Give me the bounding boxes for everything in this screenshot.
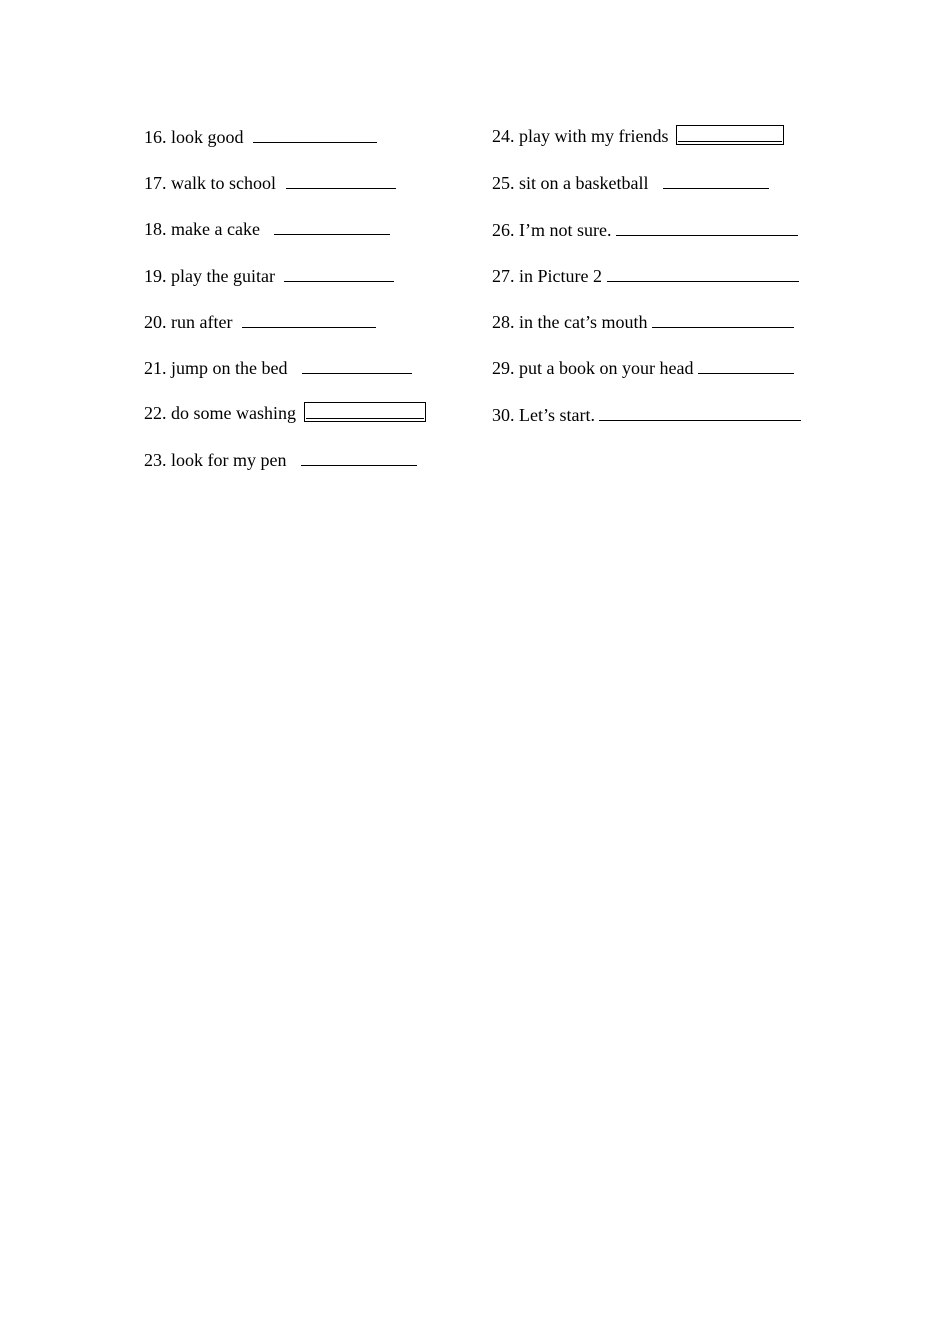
item-text: 18. make a cake bbox=[144, 219, 260, 240]
item-text: 19. play the guitar bbox=[144, 265, 275, 286]
answer-blank[interactable] bbox=[242, 307, 376, 328]
item-text: 26. I’m not sure. bbox=[492, 219, 612, 240]
answer-blank[interactable] bbox=[652, 307, 794, 328]
answer-blank[interactable] bbox=[599, 400, 801, 421]
list-item bbox=[492, 400, 822, 446]
list-item bbox=[144, 214, 464, 260]
list-item bbox=[144, 307, 464, 353]
answer-blank[interactable] bbox=[607, 261, 799, 282]
list-item bbox=[492, 122, 822, 168]
list-item bbox=[144, 122, 464, 168]
list-item bbox=[144, 353, 464, 399]
left-column bbox=[144, 122, 464, 492]
item-text: 25. sit on a basketball bbox=[492, 173, 649, 194]
answer-blank[interactable] bbox=[663, 168, 769, 189]
item-text: 29. put a book on your head bbox=[492, 358, 694, 379]
item-text: 24. play with my friends bbox=[492, 126, 669, 146]
list-item bbox=[144, 399, 464, 445]
item-text: 16. look good bbox=[144, 127, 244, 147]
item-text: 21. jump on the bed bbox=[144, 357, 288, 378]
answer-box[interactable] bbox=[676, 125, 784, 145]
list-item bbox=[492, 261, 822, 307]
answer-blank[interactable] bbox=[301, 445, 417, 466]
right-column bbox=[492, 122, 822, 446]
answer-blank[interactable] bbox=[286, 168, 396, 189]
answer-blank[interactable] bbox=[253, 122, 377, 143]
answer-blank[interactable] bbox=[274, 214, 390, 235]
item-text: 20. run after bbox=[144, 311, 233, 332]
list-item bbox=[492, 353, 822, 399]
answer-blank[interactable] bbox=[616, 215, 798, 236]
item-text: 22. do some washing bbox=[144, 403, 296, 424]
list-item bbox=[144, 445, 464, 491]
answer-blank[interactable] bbox=[698, 353, 794, 374]
list-item bbox=[144, 168, 464, 214]
item-text: 23. look for my pen bbox=[144, 450, 287, 471]
answer-blank[interactable] bbox=[302, 353, 412, 374]
list-item bbox=[492, 215, 822, 261]
item-text: 27. in Picture 2 bbox=[492, 265, 602, 286]
item-text: 28. in the cat’s mouth bbox=[492, 312, 648, 333]
item-text: 30. Let’s start. bbox=[492, 404, 595, 425]
list-item bbox=[492, 307, 822, 353]
item-text: 17. walk to school bbox=[144, 173, 276, 194]
answer-blank[interactable] bbox=[284, 261, 394, 282]
list-item bbox=[492, 168, 822, 214]
answer-box[interactable] bbox=[304, 402, 426, 422]
list-item bbox=[144, 261, 464, 307]
